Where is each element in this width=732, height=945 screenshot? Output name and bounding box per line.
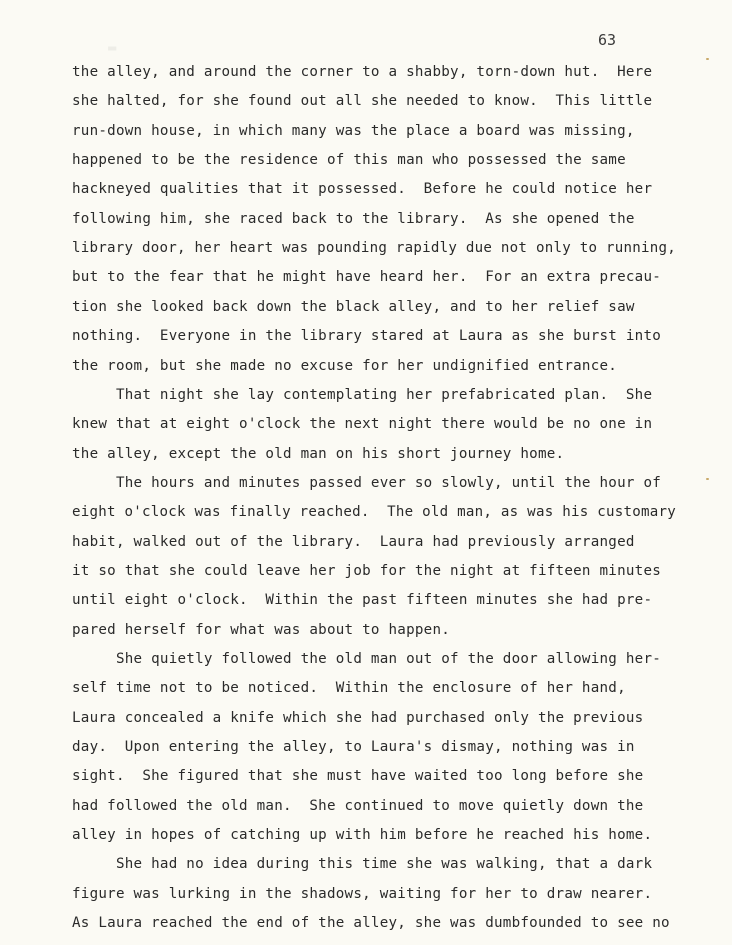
text-line: She quietly followed the old man out of the door allowing her- <box>72 651 662 667</box>
text-line: the alley, except the old man on his short journey home. <box>72 445 565 462</box>
text-line: pared herself for what was about to happen. <box>72 621 451 638</box>
text-line: That night she lay contemplating her prefabricated plan. She <box>72 386 653 403</box>
text-line: nothing. Everyone in the library stared at Laura as she burst into <box>72 328 662 345</box>
text-line: day. Upon entering the alley, to Laura's dismay, nothing was in <box>72 739 635 756</box>
text-line: tion she looked back down the black alley, and to her relief saw <box>72 298 635 315</box>
bleed-through-mark: ▬ <box>108 40 117 56</box>
text-line: The hours and minutes passed ever so slowly, until the hour of <box>72 474 662 491</box>
text-line: library door, her heart was pounding rapidly due not only to running, <box>72 240 676 257</box>
text-line: but to the fear that he might have heard her. For an extra precau- <box>72 269 662 286</box>
text-line: sight. She figured that she must have waited too long before she <box>72 768 644 785</box>
text-line: hackneyed qualities that it possessed. Before he could notice her <box>72 181 653 198</box>
text-line: until eight o'clock. Within the past fifteen minutes she had pre- <box>72 592 653 609</box>
paper-speck <box>706 478 709 480</box>
paper-speck <box>706 58 709 60</box>
text-line: Laura concealed a knife which she had purchased only the previous <box>72 709 644 726</box>
text-line: it so that she could leave her job for the night at fifteen minutes <box>72 562 662 579</box>
text-line: As Laura reached the end of the alley, she was dumbfounded to see no <box>72 915 670 932</box>
text-line: habit, walked out of the library. Laura had previously arranged <box>72 533 635 550</box>
page-number: 63 <box>598 31 617 49</box>
text-line: she halted, for she found out all she needed to know. This little <box>72 93 653 110</box>
text-line: eight o'clock was finally reached. The old man, as was his customary <box>72 504 676 521</box>
text-line: had followed the old man. She continued to move quietly down the <box>72 797 644 814</box>
text-line: run-down house, in which many was the place a board was missing, <box>72 122 635 139</box>
text-line: alley in hopes of catching up with him before he reached his home. <box>72 827 653 844</box>
text-line: following him, she raced back to the library. As she opened the <box>72 210 635 227</box>
text-line: the room, but she made no excuse for her undignified entrance. <box>72 357 618 374</box>
text-line: figure was lurking in the shadows, waiting for her to draw nearer. <box>72 885 653 902</box>
text-line: knew that at eight o'clock the next night there would be no one in <box>72 416 653 433</box>
text-line: happened to be the residence of this man who possessed the same <box>72 152 626 169</box>
text-line: the alley, and around the corner to a shabby, torn-down hut. Here <box>72 64 653 80</box>
text-line: She had no idea during this time she was walking, that a dark <box>72 856 653 873</box>
text-line: self time not to be noticed. Within the enclosure of her hand, <box>72 680 626 697</box>
